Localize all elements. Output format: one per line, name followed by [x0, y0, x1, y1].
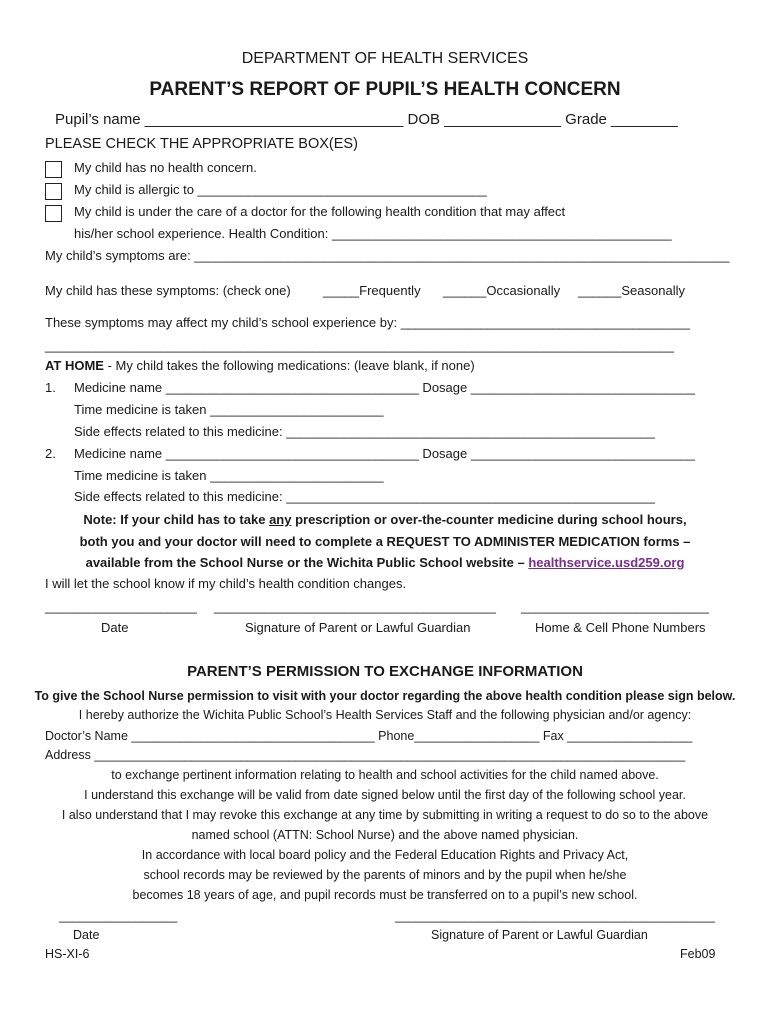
pupil-info-line[interactable]: Pupil’s name _______________________________ DOB ______________ Grade ________: [55, 111, 678, 128]
sig2-date-line[interactable]: _________________: [59, 909, 178, 923]
freq-occasionally[interactable]: ______Occasionally: [443, 283, 561, 298]
form-code: HS-XI-6: [45, 947, 90, 961]
medicine-1-side-effects-line[interactable]: Side effects related to this medicine: ___________________________________________________: [74, 424, 655, 439]
medicine-1-time-line[interactable]: Time medicine is taken ________________________: [74, 402, 384, 417]
permission-intro: To give the School Nurse permission to visit with your doctor regarding the above health condition please sign below.: [34, 689, 736, 703]
note-line-3-text: available from the School Nurse or the Wichita Public School website –: [85, 555, 529, 570]
note-line-2: both you and your doctor will need to complete a REQUEST TO ADMINISTER MEDICATION forms –: [79, 534, 691, 549]
symptoms-blank-line[interactable]: _______________________________________________________________________________________: [45, 338, 675, 353]
permission-para-2: I understand this exchange will be valid from date signed below until the first day of the following school year.: [84, 788, 686, 802]
symptoms-line[interactable]: My child’s symptoms are: __________________________________________________________________________: [45, 248, 730, 263]
form-revision: Feb09: [680, 947, 716, 961]
permission-para-4: named school (ATTN: School Nurse) and the above named physician.: [191, 828, 579, 842]
department-heading: DEPARTMENT OF HEALTH SERVICES: [241, 50, 529, 67]
note-line-3: [0, 555, 770, 570]
sig1-phone-line[interactable]: __________________________: [521, 599, 709, 614]
checkbox-allergic[interactable]: [45, 183, 62, 200]
sig2-signature-line[interactable]: ______________________________________________: [395, 909, 715, 923]
home-medications-heading: [45, 358, 475, 373]
permission-title: PARENT’S PERMISSION TO EXCHANGE INFORMATION: [187, 663, 583, 680]
health-service-link[interactable]: healthservice.usd259.org: [528, 555, 685, 570]
health-condition-line[interactable]: his/her school experience. Health Condition: _______________________________________________: [74, 226, 672, 241]
medicine-1-name-line[interactable]: Medicine name ___________________________________ Dosage _______________________________: [74, 380, 695, 395]
checkbox-doctor-care[interactable]: [45, 205, 62, 222]
checkbox-no-concern[interactable]: [45, 161, 62, 178]
permission-para-7: becomes 18 years of age, and pupil records must be transferred on to a pupil’s new school.: [132, 888, 638, 902]
frequency-prefix: My child has these symptoms: (check one): [45, 283, 291, 298]
sig2-signature-label: Signature of Parent or Lawful Guardian: [431, 928, 648, 942]
medicine-2-name-line[interactable]: Medicine name ___________________________________ Dosage _______________________________: [74, 446, 695, 461]
form-title: PARENT’S REPORT OF PUPIL’S HEALTH CONCERN: [149, 79, 621, 100]
freq-seasonally[interactable]: ______Seasonally: [578, 283, 685, 298]
note-emphasis: any: [269, 512, 292, 527]
permission-para-6: school records may be reviewed by the parents of minors and by the pupil when he/she: [143, 868, 627, 882]
sig1-date-line[interactable]: _____________________: [45, 599, 197, 614]
permission-para-3: I also understand that I may revoke this exchange at any time by submitting in writing a request to do so to the above: [61, 808, 709, 822]
sig1-signature-label: Signature of Parent or Lawful Guardian: [245, 620, 471, 635]
note-part-2: prescription or over-the-counter medicine during school hours,: [291, 512, 687, 527]
sig1-phone-label: Home & Cell Phone Numbers: [535, 620, 706, 635]
medicine-2-number: 2.: [45, 446, 56, 461]
permission-para-1: to exchange pertinent information relating to health and school activities for the child named above.: [111, 768, 659, 782]
freq-frequently[interactable]: _____Frequently: [323, 283, 421, 298]
medicine-2-time-line[interactable]: Time medicine is taken ________________________: [74, 468, 384, 483]
checkbox-allergic-label: My child is allergic to ________________________________________: [74, 182, 487, 197]
note-line-1: [0, 512, 770, 527]
checkbox-doctor-care-label: My child is under the care of a doctor for the following health condition that may affect: [74, 204, 566, 219]
checkbox-no-concern-label: My child has no health concern.: [74, 160, 257, 175]
home-label: AT HOME: [45, 358, 104, 373]
sig1-date-label: Date: [101, 620, 129, 635]
sig2-date-label: Date: [73, 928, 100, 942]
permission-authorize: I hereby authorize the Wichita Public School’s Health Services Staff and the following physician and/or agency:: [78, 708, 692, 722]
notify-line: I will let the school know if my child’s health condition changes.: [45, 576, 407, 591]
medicine-2-side-effects-line[interactable]: Side effects related to this medicine: ___________________________________________________: [74, 489, 655, 504]
sig1-signature-line[interactable]: _______________________________________: [214, 599, 496, 614]
note-part-1: Note: If your child has to take: [83, 512, 270, 527]
doctor-info-line[interactable]: Doctor’s Name ___________________________________ Phone__________________ Fax __________________: [45, 729, 693, 743]
permission-para-5: In accordance with local board policy and the Federal Education Rights and Privacy Act,: [141, 848, 629, 862]
home-text: - My child takes the following medications: (leave blank, if none): [103, 358, 475, 373]
medicine-1-number: 1.: [45, 380, 56, 395]
symptoms-affect-line[interactable]: These symptoms may affect my child’s school experience by: ________________________________________: [45, 315, 690, 330]
checkbox-heading: PLEASE CHECK THE APPROPRIATE BOX(ES): [45, 136, 358, 152]
address-line[interactable]: Address _____________________________________________________________________________________: [45, 748, 686, 762]
